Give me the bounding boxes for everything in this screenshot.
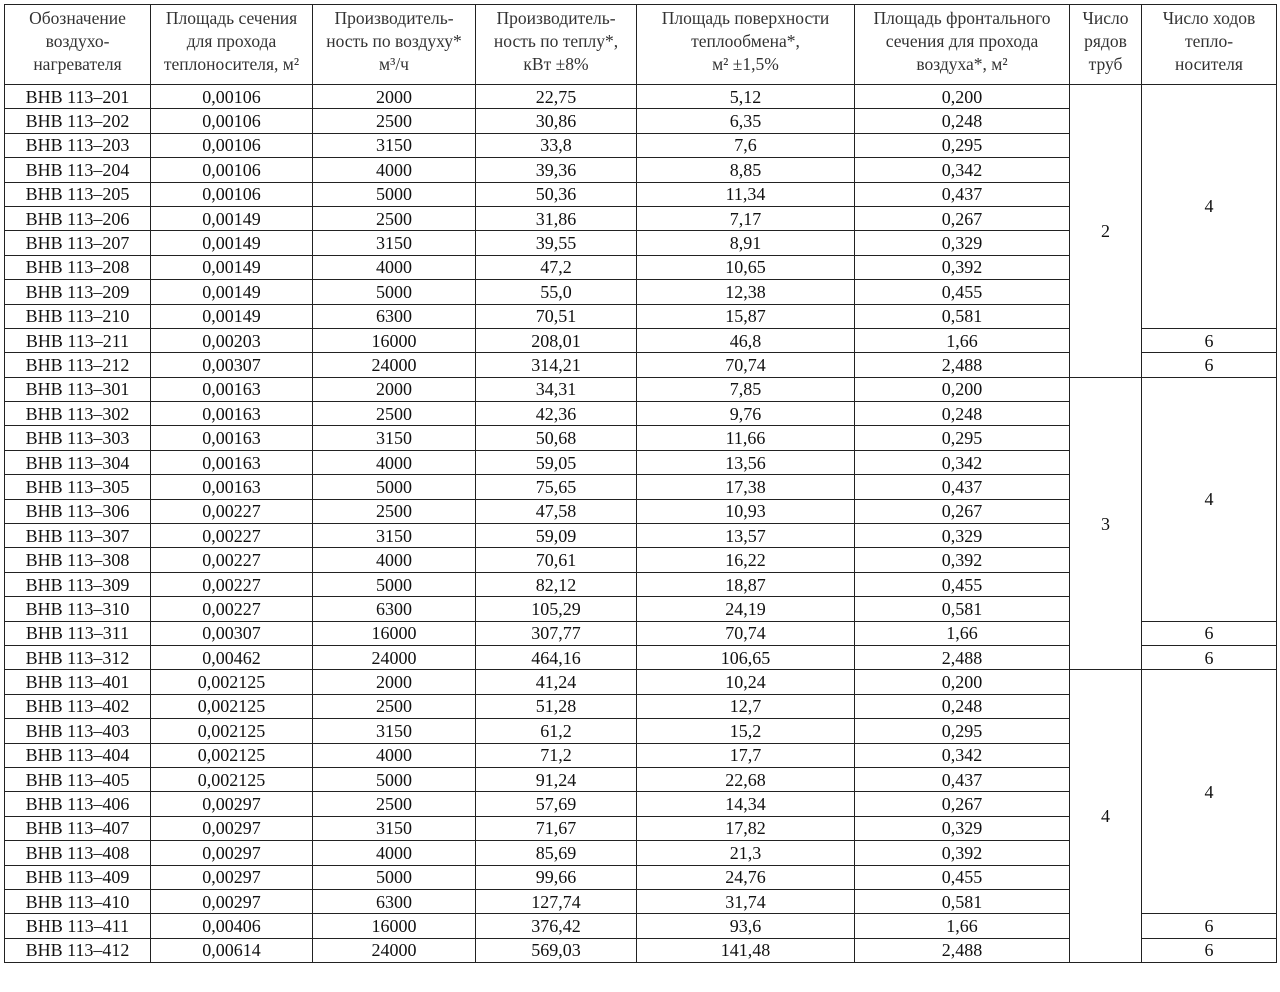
designation-cell: ВНВ 113–306	[5, 499, 151, 523]
air-capacity-cell: 6300	[313, 597, 476, 621]
heat-capacity-cell: 376,42	[476, 914, 637, 938]
air-capacity-cell: 3150	[313, 524, 476, 548]
frontal-area-cell: 0,200	[855, 670, 1070, 694]
designation-cell: ВНВ 113–311	[5, 621, 151, 645]
exchange-surface-cell: 5,12	[637, 85, 855, 109]
designation-cell: ВНВ 113–407	[5, 816, 151, 840]
table-row	[5, 85, 1277, 109]
designation-cell: ВНВ 113–402	[5, 694, 151, 718]
heat-capacity-cell: 91,24	[476, 767, 637, 791]
table-header-row	[5, 5, 1277, 85]
exchange-surface-cell: 11,66	[637, 426, 855, 450]
exchange-surface-cell: 10,93	[637, 499, 855, 523]
coolant-area-cell: 0,00149	[151, 280, 313, 304]
frontal-area-cell: 0,342	[855, 743, 1070, 767]
coolant-area-cell: 0,002125	[151, 743, 313, 767]
air-capacity-cell: 2500	[313, 402, 476, 426]
coolant-area-cell: 0,00227	[151, 548, 313, 572]
air-capacity-cell: 4000	[313, 548, 476, 572]
air-capacity-cell: 5000	[313, 767, 476, 791]
coolant-area-cell: 0,00462	[151, 645, 313, 669]
heat-capacity-cell: 22,75	[476, 85, 637, 109]
heater-spec-table	[4, 4, 1277, 963]
tube-rows-cell: 3	[1070, 377, 1142, 670]
frontal-area-cell: 0,437	[855, 767, 1070, 791]
designation-cell: ВНВ 113–204	[5, 158, 151, 182]
heat-capacity-cell: 50,36	[476, 182, 637, 206]
exchange-surface-cell: 141,48	[637, 938, 855, 962]
table-row	[5, 377, 1277, 401]
frontal-area-cell: 0,437	[855, 182, 1070, 206]
heat-capacity-cell: 71,2	[476, 743, 637, 767]
heat-capacity-cell: 47,58	[476, 499, 637, 523]
designation-cell: ВНВ 113–401	[5, 670, 151, 694]
air-capacity-cell: 3150	[313, 133, 476, 157]
heat-capacity-cell: 99,66	[476, 865, 637, 889]
tube-rows-cell: 2	[1070, 85, 1142, 378]
designation-cell: ВНВ 113–410	[5, 889, 151, 913]
air-capacity-cell: 6300	[313, 889, 476, 913]
frontal-area-cell: 0,581	[855, 889, 1070, 913]
coolant-area-cell: 0,002125	[151, 767, 313, 791]
exchange-surface-cell: 11,34	[637, 182, 855, 206]
exchange-surface-cell: 21,3	[637, 841, 855, 865]
air-capacity-cell: 2000	[313, 670, 476, 694]
exchange-surface-cell: 70,74	[637, 621, 855, 645]
air-capacity-cell: 24000	[313, 353, 476, 377]
frontal-area-cell: 0,392	[855, 548, 1070, 572]
air-capacity-cell: 2500	[313, 792, 476, 816]
frontal-area-cell: 0,581	[855, 304, 1070, 328]
coolant-area-cell: 0,00227	[151, 597, 313, 621]
exchange-surface-cell: 31,74	[637, 889, 855, 913]
exchange-surface-cell: 16,22	[637, 548, 855, 572]
heat-capacity-cell: 39,55	[476, 231, 637, 255]
col-header-air-capacity: Производитель- ность по воздуху* м³/ч	[313, 5, 476, 85]
heat-capacity-cell: 464,16	[476, 645, 637, 669]
exchange-surface-cell: 15,87	[637, 304, 855, 328]
exchange-surface-cell: 8,91	[637, 231, 855, 255]
exchange-surface-cell: 6,35	[637, 109, 855, 133]
air-capacity-cell: 3150	[313, 719, 476, 743]
exchange-surface-cell: 17,7	[637, 743, 855, 767]
designation-cell: ВНВ 113–211	[5, 328, 151, 352]
air-capacity-cell: 2500	[313, 206, 476, 230]
coolant-area-cell: 0,00163	[151, 475, 313, 499]
heat-capacity-cell: 41,24	[476, 670, 637, 694]
coolant-passes-cell: 4	[1142, 670, 1277, 914]
air-capacity-cell: 2000	[313, 85, 476, 109]
coolant-area-cell: 0,00149	[151, 231, 313, 255]
heat-capacity-cell: 70,61	[476, 548, 637, 572]
designation-cell: ВНВ 113–301	[5, 377, 151, 401]
air-capacity-cell: 5000	[313, 182, 476, 206]
designation-cell: ВНВ 113–202	[5, 109, 151, 133]
designation-cell: ВНВ 113–203	[5, 133, 151, 157]
designation-cell: ВНВ 113–308	[5, 548, 151, 572]
air-capacity-cell: 2000	[313, 377, 476, 401]
air-capacity-cell: 2500	[313, 694, 476, 718]
frontal-area-cell: 0,267	[855, 499, 1070, 523]
heat-capacity-cell: 85,69	[476, 841, 637, 865]
heat-capacity-cell: 105,29	[476, 597, 637, 621]
coolant-area-cell: 0,00106	[151, 133, 313, 157]
heat-capacity-cell: 33,8	[476, 133, 637, 157]
coolant-area-cell: 0,00227	[151, 572, 313, 596]
heat-capacity-cell: 127,74	[476, 889, 637, 913]
designation-cell: ВНВ 113–212	[5, 353, 151, 377]
coolant-area-cell: 0,00106	[151, 158, 313, 182]
air-capacity-cell: 24000	[313, 938, 476, 962]
air-capacity-cell: 5000	[313, 572, 476, 596]
coolant-area-cell: 0,00307	[151, 621, 313, 645]
coolant-area-cell: 0,00149	[151, 304, 313, 328]
exchange-surface-cell: 10,24	[637, 670, 855, 694]
frontal-area-cell: 1,66	[855, 621, 1070, 645]
coolant-area-cell: 0,00307	[151, 353, 313, 377]
coolant-area-cell: 0,002125	[151, 670, 313, 694]
air-capacity-cell: 16000	[313, 914, 476, 938]
air-capacity-cell: 5000	[313, 280, 476, 304]
coolant-area-cell: 0,00149	[151, 206, 313, 230]
frontal-area-cell: 0,437	[855, 475, 1070, 499]
exchange-surface-cell: 106,65	[637, 645, 855, 669]
coolant-area-cell: 0,002125	[151, 694, 313, 718]
exchange-surface-cell: 18,87	[637, 572, 855, 596]
designation-cell: ВНВ 113–405	[5, 767, 151, 791]
designation-cell: ВНВ 113–209	[5, 280, 151, 304]
coolant-passes-cell: 4	[1142, 85, 1277, 329]
air-capacity-cell: 4000	[313, 450, 476, 474]
coolant-area-cell: 0,00163	[151, 402, 313, 426]
designation-cell: ВНВ 113–309	[5, 572, 151, 596]
coolant-area-cell: 0,00297	[151, 865, 313, 889]
exchange-surface-cell: 7,17	[637, 206, 855, 230]
coolant-area-cell: 0,00406	[151, 914, 313, 938]
designation-cell: ВНВ 113–404	[5, 743, 151, 767]
frontal-area-cell: 0,455	[855, 280, 1070, 304]
exchange-surface-cell: 7,6	[637, 133, 855, 157]
frontal-area-cell: 0,295	[855, 133, 1070, 157]
heat-capacity-cell: 307,77	[476, 621, 637, 645]
heat-capacity-cell: 50,68	[476, 426, 637, 450]
frontal-area-cell: 0,455	[855, 572, 1070, 596]
exchange-surface-cell: 10,65	[637, 255, 855, 279]
frontal-area-cell: 0,455	[855, 865, 1070, 889]
air-capacity-cell: 5000	[313, 865, 476, 889]
heat-capacity-cell: 59,09	[476, 524, 637, 548]
coolant-area-cell: 0,00106	[151, 109, 313, 133]
coolant-area-cell: 0,00106	[151, 182, 313, 206]
air-capacity-cell: 24000	[313, 645, 476, 669]
heat-capacity-cell: 30,86	[476, 109, 637, 133]
table-body	[5, 85, 1277, 963]
coolant-area-cell: 0,00203	[151, 328, 313, 352]
heat-capacity-cell: 61,2	[476, 719, 637, 743]
exchange-surface-cell: 7,85	[637, 377, 855, 401]
coolant-passes-cell: 6	[1142, 328, 1277, 352]
frontal-area-cell: 0,248	[855, 694, 1070, 718]
designation-cell: ВНВ 113–305	[5, 475, 151, 499]
designation-cell: ВНВ 113–207	[5, 231, 151, 255]
tube-rows-cell: 4	[1070, 670, 1142, 963]
coolant-passes-cell: 6	[1142, 621, 1277, 645]
heat-capacity-cell: 47,2	[476, 255, 637, 279]
air-capacity-cell: 2500	[313, 109, 476, 133]
table-row	[5, 670, 1277, 694]
coolant-area-cell: 0,00149	[151, 255, 313, 279]
coolant-passes-cell: 6	[1142, 645, 1277, 669]
frontal-area-cell: 1,66	[855, 328, 1070, 352]
air-capacity-cell: 4000	[313, 743, 476, 767]
col-header-coolant-area: Площадь сечения для прохода теплоносителя, м²	[151, 5, 313, 85]
heat-capacity-cell: 75,65	[476, 475, 637, 499]
exchange-surface-cell: 17,38	[637, 475, 855, 499]
heat-capacity-cell: 34,31	[476, 377, 637, 401]
designation-cell: ВНВ 113–406	[5, 792, 151, 816]
frontal-area-cell: 0,329	[855, 816, 1070, 840]
heat-capacity-cell: 71,67	[476, 816, 637, 840]
exchange-surface-cell: 12,7	[637, 694, 855, 718]
air-capacity-cell: 3150	[313, 426, 476, 450]
frontal-area-cell: 0,248	[855, 402, 1070, 426]
heat-capacity-cell: 39,36	[476, 158, 637, 182]
designation-cell: ВНВ 113–302	[5, 402, 151, 426]
heat-capacity-cell: 57,69	[476, 792, 637, 816]
frontal-area-cell: 0,295	[855, 426, 1070, 450]
frontal-area-cell: 0,581	[855, 597, 1070, 621]
designation-cell: ВНВ 113–312	[5, 645, 151, 669]
frontal-area-cell: 0,295	[855, 719, 1070, 743]
exchange-surface-cell: 24,76	[637, 865, 855, 889]
air-capacity-cell: 16000	[313, 621, 476, 645]
frontal-area-cell: 0,267	[855, 792, 1070, 816]
heat-capacity-cell: 314,21	[476, 353, 637, 377]
coolant-area-cell: 0,002125	[151, 719, 313, 743]
frontal-area-cell: 2,488	[855, 645, 1070, 669]
frontal-area-cell: 0,200	[855, 377, 1070, 401]
coolant-area-cell: 0,00297	[151, 841, 313, 865]
heat-capacity-cell: 569,03	[476, 938, 637, 962]
exchange-surface-cell: 15,2	[637, 719, 855, 743]
heat-capacity-cell: 59,05	[476, 450, 637, 474]
frontal-area-cell: 0,392	[855, 255, 1070, 279]
designation-cell: ВНВ 113–403	[5, 719, 151, 743]
exchange-surface-cell: 17,82	[637, 816, 855, 840]
designation-cell: ВНВ 113–408	[5, 841, 151, 865]
heat-capacity-cell: 82,12	[476, 572, 637, 596]
col-header-exchange-surface: Площадь поверхности теплообмена*, м² ±1,5%	[637, 5, 855, 85]
designation-cell: ВНВ 113–409	[5, 865, 151, 889]
heat-capacity-cell: 31,86	[476, 206, 637, 230]
col-header-frontal-area: Площадь фронтального сечения для прохода воздуха*, м²	[855, 5, 1070, 85]
frontal-area-cell: 2,488	[855, 938, 1070, 962]
coolant-passes-cell: 6	[1142, 938, 1277, 962]
coolant-passes-cell: 6	[1142, 914, 1277, 938]
heat-capacity-cell: 55,0	[476, 280, 637, 304]
frontal-area-cell: 0,267	[855, 206, 1070, 230]
coolant-area-cell: 0,00163	[151, 450, 313, 474]
exchange-surface-cell: 70,74	[637, 353, 855, 377]
air-capacity-cell: 6300	[313, 304, 476, 328]
frontal-area-cell: 0,342	[855, 450, 1070, 474]
exchange-surface-cell: 46,8	[637, 328, 855, 352]
coolant-area-cell: 0,00614	[151, 938, 313, 962]
air-capacity-cell: 16000	[313, 328, 476, 352]
designation-cell: ВНВ 113–210	[5, 304, 151, 328]
coolant-area-cell: 0,00297	[151, 889, 313, 913]
frontal-area-cell: 0,248	[855, 109, 1070, 133]
coolant-area-cell: 0,00227	[151, 524, 313, 548]
frontal-area-cell: 0,342	[855, 158, 1070, 182]
frontal-area-cell: 0,329	[855, 524, 1070, 548]
coolant-passes-cell: 4	[1142, 377, 1277, 621]
frontal-area-cell: 0,200	[855, 85, 1070, 109]
air-capacity-cell: 4000	[313, 255, 476, 279]
designation-cell: ВНВ 113–208	[5, 255, 151, 279]
designation-cell: ВНВ 113–304	[5, 450, 151, 474]
air-capacity-cell: 5000	[313, 475, 476, 499]
designation-cell: ВНВ 113–206	[5, 206, 151, 230]
coolant-passes-cell: 6	[1142, 353, 1277, 377]
exchange-surface-cell: 13,57	[637, 524, 855, 548]
exchange-surface-cell: 12,38	[637, 280, 855, 304]
designation-cell: ВНВ 113–303	[5, 426, 151, 450]
air-capacity-cell: 3150	[313, 231, 476, 255]
col-header-coolant-passes: Число ходов тепло- носителя	[1142, 5, 1277, 85]
air-capacity-cell: 3150	[313, 816, 476, 840]
col-header-tube-rows: Число рядов труб	[1070, 5, 1142, 85]
coolant-area-cell: 0,00227	[151, 499, 313, 523]
col-header-heat-capacity: Производитель- ность по теплу*, кВт ±8%	[476, 5, 637, 85]
designation-cell: ВНВ 113–412	[5, 938, 151, 962]
air-capacity-cell: 2500	[313, 499, 476, 523]
heat-capacity-cell: 51,28	[476, 694, 637, 718]
coolant-area-cell: 0,00106	[151, 85, 313, 109]
air-capacity-cell: 4000	[313, 841, 476, 865]
heat-capacity-cell: 70,51	[476, 304, 637, 328]
frontal-area-cell: 0,329	[855, 231, 1070, 255]
exchange-surface-cell: 24,19	[637, 597, 855, 621]
heat-capacity-cell: 208,01	[476, 328, 637, 352]
exchange-surface-cell: 13,56	[637, 450, 855, 474]
frontal-area-cell: 2,488	[855, 353, 1070, 377]
exchange-surface-cell: 8,85	[637, 158, 855, 182]
designation-cell: ВНВ 113–411	[5, 914, 151, 938]
col-header-designation: Обозначение воздухо- нагревателя	[5, 5, 151, 85]
designation-cell: ВНВ 113–205	[5, 182, 151, 206]
air-capacity-cell: 4000	[313, 158, 476, 182]
exchange-surface-cell: 9,76	[637, 402, 855, 426]
exchange-surface-cell: 93,6	[637, 914, 855, 938]
frontal-area-cell: 0,392	[855, 841, 1070, 865]
heat-capacity-cell: 42,36	[476, 402, 637, 426]
exchange-surface-cell: 14,34	[637, 792, 855, 816]
exchange-surface-cell: 22,68	[637, 767, 855, 791]
frontal-area-cell: 1,66	[855, 914, 1070, 938]
coolant-area-cell: 0,00297	[151, 816, 313, 840]
designation-cell: ВНВ 113–310	[5, 597, 151, 621]
coolant-area-cell: 0,00163	[151, 426, 313, 450]
designation-cell: ВНВ 113–307	[5, 524, 151, 548]
coolant-area-cell: 0,00163	[151, 377, 313, 401]
designation-cell: ВНВ 113–201	[5, 85, 151, 109]
coolant-area-cell: 0,00297	[151, 792, 313, 816]
